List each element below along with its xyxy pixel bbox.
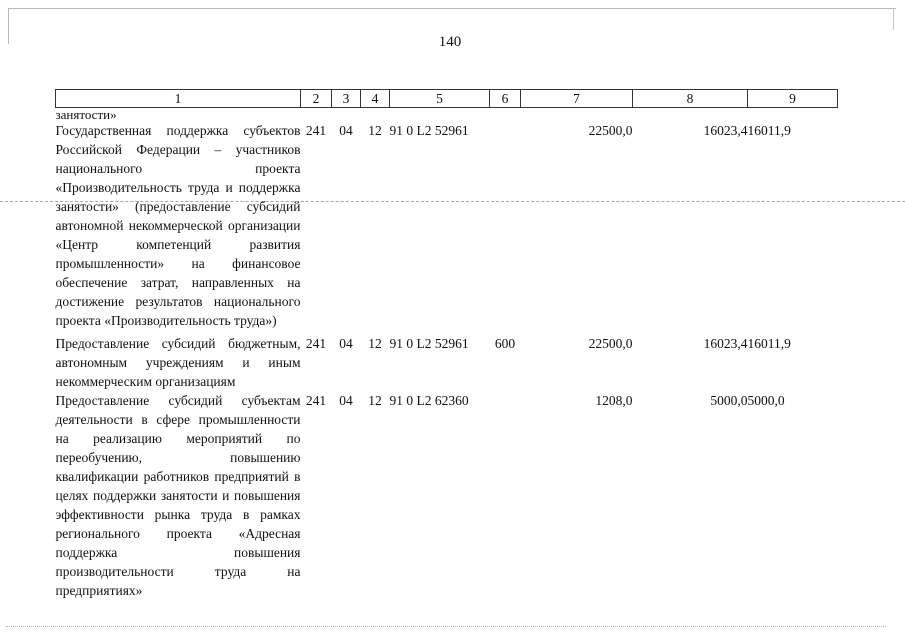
row-expense-type — [490, 121, 521, 330]
row-sum-col9: 16011,9 — [747, 336, 791, 351]
table-row — [56, 121, 838, 330]
scan-bottom-noise — [6, 626, 886, 627]
col-header-7: 7 — [521, 90, 633, 108]
row-subsection: 12 — [368, 336, 382, 351]
row-sum-col8: 16023,4 — [703, 336, 748, 351]
row-target-code: 91 0 L2 52961 — [389, 336, 469, 351]
row-sum-col9: 5000,0 — [747, 393, 785, 408]
continuation-text: занятости» — [55, 107, 117, 122]
col-header-2: 2 — [301, 90, 332, 108]
scan-edge-right — [893, 8, 894, 30]
col-header-8: 8 — [633, 90, 748, 108]
row-name: Предоставление субсидий бюджетным, автономным учреждениям и иным некоммерческим организациям — [55, 336, 301, 389]
row-section: 04 — [339, 336, 353, 351]
row-target-code: 91 0 L2 62360 — [389, 393, 469, 408]
col-header-4: 4 — [361, 90, 390, 108]
row-subsection: 12 — [368, 123, 382, 138]
row-expense-type — [490, 391, 521, 600]
row-grbs: 241 — [305, 123, 327, 138]
row-name: Предоставление субсидий субъектам деятельности в сфере промышленности на реализацию мероприятий по переобучению, повышению квалификации работников предприятий в целях поддержки занятости и повышения эффективности рынка труда в рамках регионального проекта «Адресная поддержка повышения производительности труда на предприятиях» — [55, 393, 301, 598]
row-grbs: 241 — [305, 336, 327, 351]
row-sum-col7: 22500,0 — [588, 336, 633, 351]
row-name: Государственная поддержка субъектов Российской Федерации – участников национального проекта «Производительность труда и поддержка занятости» (предоставление субсидий автономной некоммерческой организации «Центр компетенций развития промышленности» на финансовое обеспечение затрат, направленных на достижение результатов национального проекта «Производительность труда») — [55, 123, 301, 328]
row-grbs: 241 — [305, 393, 327, 408]
col-header-6: 6 — [490, 90, 521, 108]
budget-table — [55, 89, 838, 600]
col-header-3: 3 — [332, 90, 361, 108]
row-target-code: 91 0 L2 52961 — [389, 123, 469, 138]
row-section: 04 — [339, 393, 353, 408]
row-subsection: 12 — [368, 393, 382, 408]
row-sum-col8: 16023,4 — [703, 123, 748, 138]
table-row — [56, 391, 838, 600]
row-sum-col8: 5000,0 — [710, 393, 748, 408]
table-row — [56, 330, 838, 391]
scan-edge-top — [8, 8, 896, 9]
table-row-continuation — [56, 108, 838, 122]
col-header-9: 9 — [748, 90, 838, 108]
page-number: 140 — [438, 34, 462, 50]
col-header-1: 1 — [56, 90, 301, 108]
scan-edge-left — [8, 8, 9, 44]
row-sum-col7: 1208,0 — [595, 393, 633, 408]
table-header-row — [56, 90, 838, 108]
row-expense-type: 600 — [494, 336, 516, 351]
row-section: 04 — [339, 123, 353, 138]
row-sum-col7: 22500,0 — [588, 123, 633, 138]
col-header-5: 5 — [390, 90, 490, 108]
row-sum-col9: 16011,9 — [747, 123, 791, 138]
